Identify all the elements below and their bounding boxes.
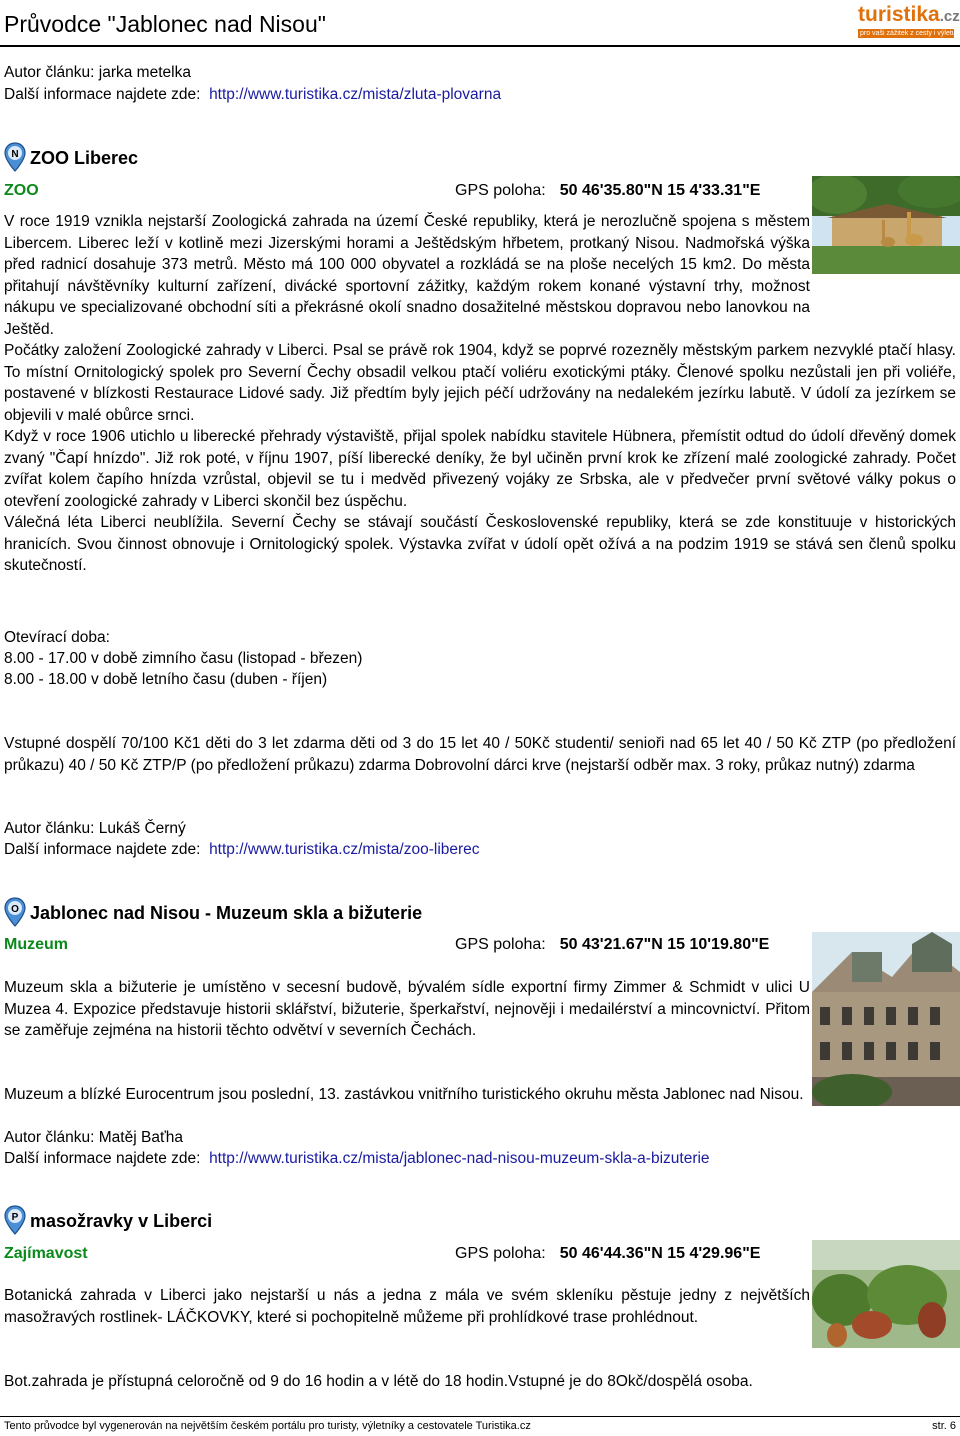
plants-description bbox=[4, 1285, 810, 1328]
svg-text:O: O bbox=[11, 904, 19, 915]
paragraph: Botanická zahrada v Liberci jako nejstarší u nás a jedna z mála ve svém skleníku pěstuje jedny z největších masožravých rostlinek- LÁČKOVKY, které si pochopitelně můžeme při prohlídkové trase prohlédnout. bbox=[4, 1287, 810, 1326]
opening-hours-summer: 8.00 - 18.00 v době letního času (duben - říjen) bbox=[4, 671, 328, 688]
section-title: Jablonec nad Nisou - Muzeum skla a bižuterie bbox=[30, 903, 423, 923]
paragraph: Počátky založení Zoologické zahrady v Liberci. Psal se právě rok 1904, když se poprvé rozezněly městským parkem nezvyklé ptačí hlasy. To místní Ornitologický spolek pro Severní Čechy obsadil velkou ptačí voliéru exotickými ptáky. Členové spolku nezůstali jen při voliéře, postavené v blízkosti Restaurace Lidové sady. Již předtím byly jejich péčí udržovány na nedalekém jezírku labutě. V údolí za jezírkem se objevili v malé obůrce srnci. bbox=[4, 342, 956, 424]
map-pin-icon bbox=[4, 1205, 26, 1235]
more-info-link[interactable]: http://www.turistika.cz/mista/zoo-liberec bbox=[209, 841, 480, 858]
paragraph: V roce 1919 vznikla nejstarší Zoologická zahrada na území České republiky, která je nerozlučně spojena s městem Libercem. Liberec leží v kotlině mezi Jizerskými horami a Ještědským hřbetem, protkaný Nisou. Nadmořská výška před radnicí dosahuje 373 metrů. Město má 100 000 obyvatel a rozkládá se na ploše necelých 15 km2. Do města přitahují návštěvníky kulturní zařízení, divácké sportovní zážitky, každým rokem konané výstavní trhy, možnost nákupu ve specializované obchodní síti a překrásné okolí snadno dosažitelné městskou dopravou nebo lanovkou na Ještěd. bbox=[4, 213, 810, 338]
author-line: Autor článku: Matěj Baťha bbox=[4, 1129, 183, 1146]
zoo-description bbox=[4, 211, 956, 577]
category-label: Zajímavost bbox=[4, 1245, 88, 1262]
gps-position: GPS poloha: 50 46'35.80"N 15 4'33.31"E bbox=[455, 182, 761, 199]
map-pin-icon bbox=[4, 897, 26, 927]
page-header bbox=[0, 0, 960, 46]
paragraph: Muzeum a blízké Eurocentrum jsou poslední, 13. zastávkou vnitřního turistického okruhu města Jablonec nad Nisou. bbox=[4, 1086, 804, 1103]
paragraph: Muzeum skla a bižuterie je umístěno v secesní budově, bývalém sídle exportní firmy Zimmer & Schmidt v ulici U Muzea 4. Expozice představuje historii sklářství, bižuterie, šperkařství, nejnověji i medailérství a mincovnictví. Přitom se zaměřuje zejména na historii těchto odvětví v severních Čechách. bbox=[4, 979, 810, 1039]
section-title: masožravky v Liberci bbox=[30, 1211, 213, 1231]
footer-divider bbox=[0, 1416, 960, 1417]
opening-hours-label: Otevírací doba: bbox=[4, 629, 110, 646]
opening-hours-winter: 8.00 - 17.00 v době zimního času (listopad - březen) bbox=[4, 650, 363, 667]
section-title: ZOO Liberec bbox=[30, 148, 139, 168]
category-label: ZOO bbox=[4, 182, 39, 199]
header-divider bbox=[0, 45, 960, 47]
admission-prices: Vstupné dospělí 70/100 Kč1 děti do 3 let zdarma děti od 3 do 15 let 40 / 50Kč studenti/ senioři nad 65 let 40 / 50 Kč ZTP (po předložení průkazu) 40 / 50 Kč ZTP/P (po předložení průkazu) zdarma Dobrovolní dárci krve (nejstarší odběr max. 3 roky, průkaz nutný) zdarma bbox=[4, 735, 956, 774]
museum-photo bbox=[812, 932, 960, 1106]
more-info-line: Další informace najdete zde: http://www.turistika.cz/mista/zoo-liberec bbox=[4, 841, 480, 858]
document-title: Průvodce "Jablonec nad Nisou" bbox=[4, 11, 326, 37]
page-number: str. 6 bbox=[932, 1420, 956, 1432]
plant-photo bbox=[812, 1240, 960, 1348]
map-pin-icon bbox=[4, 142, 26, 172]
turistika-logo[interactable]: turistika.cz pro vaši zážitek z cesty i výletu bbox=[858, 3, 960, 37]
author-line: Autor článku: Lukáš Černý bbox=[4, 820, 186, 837]
svg-text:P: P bbox=[11, 1212, 19, 1223]
paragraph: Válečná léta Liberci neublížila. Severní Čechy se stávají součástí Československé republiky, která se zde konstituuje v historických hranicích. Svou činnost obnovuje i Ornitologický spolek. Výstavka zvířat v údolí opět ožívá a na podzim 1919 se stává sen členů spolku skutečností. bbox=[4, 514, 956, 574]
more-info-line: Další informace najdete zde: http://www.turistika.cz/mista/jablonec-nad-nisou-muzeum-skla-a-bizuterie bbox=[4, 1150, 710, 1167]
category-label: Muzeum bbox=[4, 936, 68, 953]
paragraph: Když v roce 1906 utichlo u liberecké přehrady výstaviště, přijal spolek nabídku stavitele Hübnera, přemístit odtud do údolí dřevěný domek zvaný "Čapí hnízdo". Již rok poté, v říjnu 1907, píší liberecké deníky, že byl učiněn první krok ke zřízení malé zoologické zahrady. Počet zvířat kolem čapího hnízda vzrůstal, objevil se tu i medvěd přivezený vojáky ze Srbska, ale v předvečer první světové války pokus o otevření zoologické zahrady v Liberci skončil bez úspěchu. bbox=[4, 428, 956, 510]
gps-position: GPS poloha: 50 43'21.67"N 15 10'19.80"E bbox=[455, 936, 770, 953]
museum-description bbox=[4, 977, 810, 1042]
more-info-link[interactable]: http://www.turistika.cz/mista/zluta-plovarna bbox=[209, 86, 502, 103]
more-info-link[interactable]: http://www.turistika.cz/mista/jablonec-nad-nisou-muzeum-skla-a-bizuterie bbox=[209, 1150, 710, 1167]
more-info-line: Další informace najdete zde: http://www.turistika.cz/mista/zluta-plovarna bbox=[4, 86, 502, 103]
gps-position: GPS poloha: 50 46'44.36"N 15 4'29.96"E bbox=[455, 1245, 761, 1262]
paragraph: Bot.zahrada je přístupná celoročně od 9 do 16 hodin a v létě do 18 hodin.Vstupné je do 8Okč/dospělá osoba. bbox=[4, 1373, 753, 1390]
page-footer bbox=[4, 1419, 956, 1433]
author-line: Autor článku: jarka metelka bbox=[4, 64, 191, 81]
svg-text:N: N bbox=[11, 149, 19, 160]
footer-text: Tento průvodce byl vygenerován na největším českém portálu pro turisty, výletníky a cestovatele Turistika.cz bbox=[4, 1420, 531, 1432]
